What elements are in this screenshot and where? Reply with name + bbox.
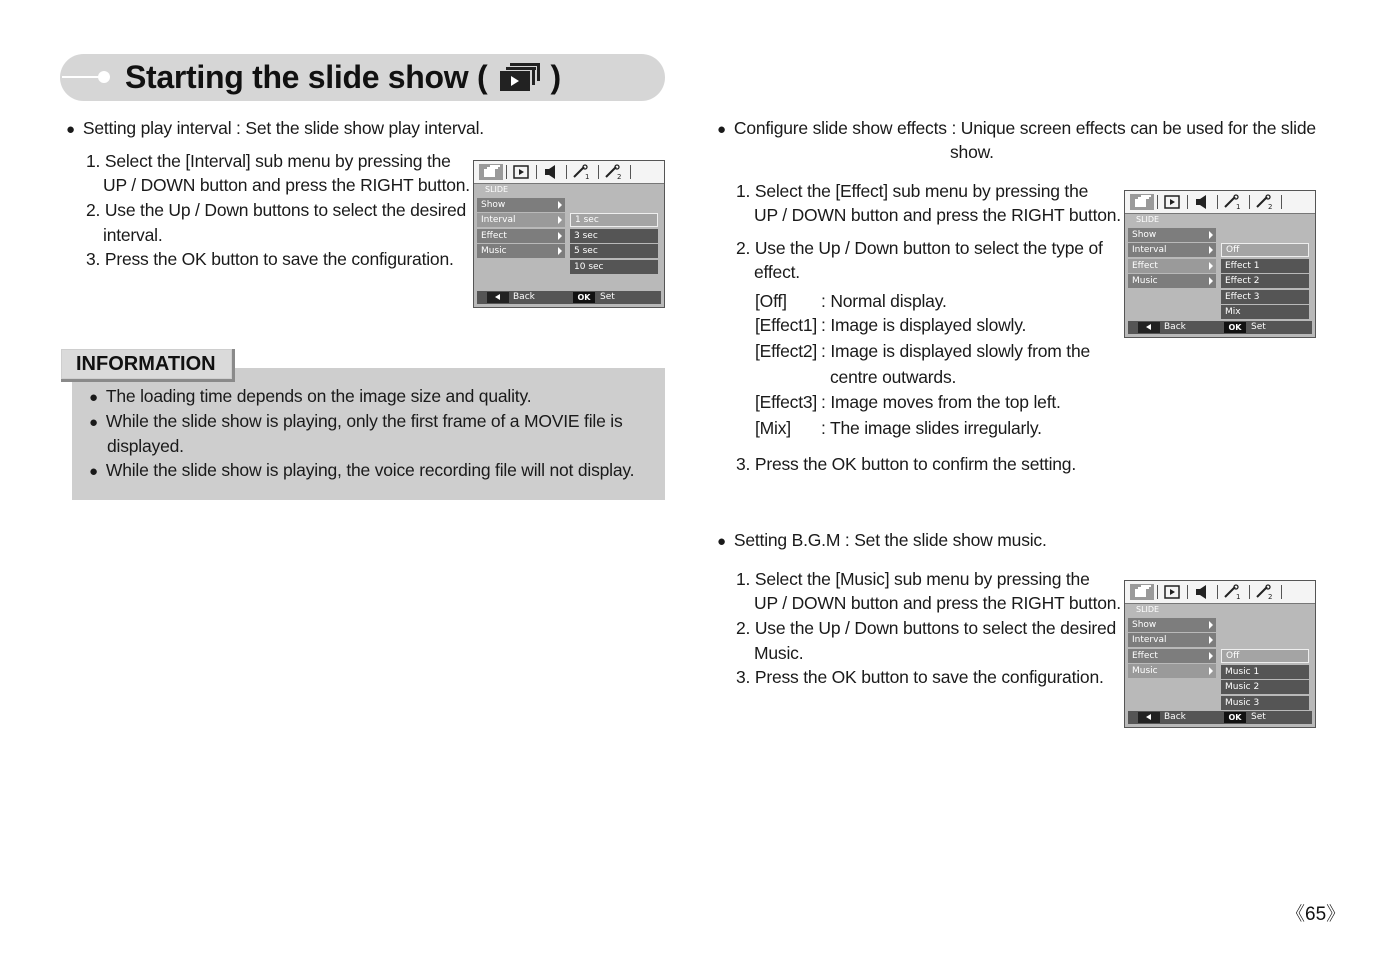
bullet-icon: ● bbox=[89, 463, 98, 480]
bgm-step: Music. bbox=[754, 643, 804, 663]
slide-label: SLIDE bbox=[1136, 215, 1160, 224]
back-label: Back bbox=[1164, 322, 1186, 332]
effects-step: UP / DOWN button and press the RIGHT button. bbox=[754, 205, 1121, 225]
slide-show-icon bbox=[1129, 193, 1155, 211]
effects-step: 2. Use the Up / Down button to select the type of bbox=[736, 238, 1103, 258]
bullet-icon: ● bbox=[66, 121, 75, 138]
title-decoration-line bbox=[62, 76, 102, 78]
setup2-icon bbox=[1251, 583, 1277, 601]
speaker-icon bbox=[1189, 583, 1215, 601]
set-label: Set bbox=[600, 292, 615, 302]
menu-item-effect[interactable]: Effect bbox=[477, 229, 565, 243]
option-item[interactable]: Mix bbox=[1221, 305, 1309, 319]
menu-item-music[interactable]: Music bbox=[477, 244, 565, 258]
information-heading: INFORMATION bbox=[76, 353, 216, 375]
effect-key: [Effect2] bbox=[755, 341, 818, 361]
ok-button[interactable]: OK bbox=[573, 292, 595, 303]
svg-text:1: 1 bbox=[585, 173, 590, 181]
slide-label: SLIDE bbox=[1136, 605, 1160, 614]
menu-bottom-bar bbox=[1128, 711, 1312, 724]
bgm-step: UP / DOWN button and press the RIGHT button. bbox=[754, 593, 1121, 613]
bullet-icon: ● bbox=[717, 121, 726, 138]
interval-step: interval. bbox=[103, 225, 163, 245]
setup1-icon bbox=[568, 163, 594, 181]
option-item[interactable]: 3 sec bbox=[570, 229, 658, 243]
effect-desc: : Image is displayed slowly from the bbox=[821, 341, 1091, 361]
effect-desc: : The image slides irregularly. bbox=[821, 418, 1042, 438]
option-item[interactable]: Effect 3 bbox=[1221, 290, 1309, 304]
option-item[interactable]: Music 1 bbox=[1221, 665, 1309, 679]
menu-item-interval[interactable]: Interval bbox=[1128, 243, 1216, 257]
setup1-icon bbox=[1219, 583, 1245, 601]
bgm-step: 2. Use the Up / Down buttons to select the desired bbox=[736, 618, 1117, 638]
slide-show-icon bbox=[1129, 583, 1155, 601]
option-item[interactable]: Music 3 bbox=[1221, 696, 1309, 710]
option-item[interactable]: Music 2 bbox=[1221, 680, 1309, 694]
back-label: Back bbox=[513, 292, 535, 302]
set-label: Set bbox=[1251, 322, 1266, 332]
page-title: Starting the slide show ( ) bbox=[125, 59, 561, 95]
effect-desc-continued: centre outwards. bbox=[830, 367, 957, 387]
back-button[interactable] bbox=[1138, 322, 1160, 333]
interval-menu-panel bbox=[473, 160, 665, 308]
ok-button[interactable]: OK bbox=[1224, 322, 1246, 333]
music-menu-panel bbox=[1124, 580, 1316, 728]
bullet-icon: ● bbox=[89, 389, 98, 406]
svg-text:1: 1 bbox=[1236, 203, 1241, 211]
back-label: Back bbox=[1164, 712, 1186, 722]
setup1-icon bbox=[1219, 193, 1245, 211]
page-number: 《65》 bbox=[1286, 904, 1346, 925]
speaker-icon bbox=[1189, 193, 1215, 211]
option-item[interactable]: Effect 2 bbox=[1221, 274, 1309, 288]
effects-step: 3. Press the OK button to confirm the setting. bbox=[736, 454, 1077, 474]
svg-text:1: 1 bbox=[1236, 593, 1241, 601]
svg-text:2: 2 bbox=[1268, 203, 1273, 211]
slide-show-icon bbox=[478, 163, 504, 181]
menu-bottom-bar bbox=[1128, 321, 1312, 334]
option-item[interactable]: Off bbox=[1221, 649, 1309, 663]
menu-item-interval[interactable]: Interval bbox=[477, 213, 565, 227]
menu-item-effect[interactable]: Effect bbox=[1128, 649, 1216, 663]
menu-icon-bar bbox=[1125, 581, 1315, 604]
effect-key: [Off] bbox=[755, 291, 787, 311]
information-item-continued: displayed. bbox=[107, 436, 184, 456]
speaker-icon bbox=[538, 163, 564, 181]
option-item[interactable]: 5 sec bbox=[570, 244, 658, 258]
bullet-icon: ● bbox=[717, 533, 726, 550]
option-item[interactable]: Effect 1 bbox=[1221, 259, 1309, 273]
effect-key: [Mix] bbox=[755, 418, 791, 438]
effect-desc: : Image moves from the top left. bbox=[821, 392, 1061, 412]
interval-intro: ● Setting play interval : Set the slide show play interval. bbox=[66, 118, 484, 138]
effects-intro-continued: show. bbox=[950, 142, 994, 162]
menu-item-effect[interactable]: Effect bbox=[1128, 259, 1216, 273]
play-icon bbox=[1159, 193, 1185, 211]
menu-item-music[interactable]: Music bbox=[1128, 274, 1216, 288]
option-item[interactable]: 1 sec bbox=[570, 213, 658, 227]
back-button[interactable] bbox=[487, 292, 509, 303]
slide-show-icon bbox=[496, 61, 542, 93]
play-icon bbox=[508, 163, 534, 181]
title-decoration-dot bbox=[98, 71, 110, 83]
menu-bottom-bar bbox=[477, 291, 661, 304]
information-item: ● The loading time depends on the image size and quality. bbox=[89, 386, 532, 406]
menu-icon-bar bbox=[1125, 191, 1315, 214]
setup2-icon bbox=[1251, 193, 1277, 211]
interval-step: 2. Use the Up / Down buttons to select the desired bbox=[86, 200, 467, 220]
back-button[interactable] bbox=[1138, 712, 1160, 723]
bgm-step: 3. Press the OK button to save the configuration. bbox=[736, 667, 1104, 687]
information-item: ● While the slide show is playing, only the first frame of a MOVIE file is bbox=[89, 411, 623, 431]
information-item: ● While the slide show is playing, the voice recording file will not display. bbox=[89, 460, 635, 480]
menu-icon-bar bbox=[474, 161, 664, 184]
menu-item-music[interactable]: Music bbox=[1128, 664, 1216, 678]
interval-step: 3. Press the OK button to save the configuration. bbox=[86, 249, 454, 269]
menu-item-show[interactable]: Show bbox=[1128, 618, 1216, 632]
menu-item-show[interactable]: Show bbox=[477, 198, 565, 212]
ok-button[interactable]: OK bbox=[1224, 712, 1246, 723]
play-icon bbox=[1159, 583, 1185, 601]
svg-text:2: 2 bbox=[1268, 593, 1273, 601]
effects-step: effect. bbox=[754, 262, 800, 282]
slide-label: SLIDE bbox=[485, 185, 509, 194]
setup2-icon bbox=[600, 163, 626, 181]
effect-desc: : Image is displayed slowly. bbox=[821, 315, 1027, 335]
option-item[interactable]: Off bbox=[1221, 243, 1309, 257]
effect-menu-panel bbox=[1124, 190, 1316, 338]
bullet-icon: ● bbox=[89, 414, 98, 431]
effects-intro: ● Configure slide show effects : Unique screen effects can be used for the slide bbox=[717, 118, 1316, 138]
bgm-step: 1. Select the [Music] sub menu by pressing the bbox=[736, 569, 1090, 589]
set-label: Set bbox=[1251, 712, 1266, 722]
interval-step: UP / DOWN button and press the RIGHT button. bbox=[103, 175, 470, 195]
menu-item-interval[interactable]: Interval bbox=[1128, 633, 1216, 647]
menu-item-show[interactable]: Show bbox=[1128, 228, 1216, 242]
effects-step: 1. Select the [Effect] sub menu by pressing the bbox=[736, 181, 1089, 201]
option-item[interactable]: 10 sec bbox=[570, 260, 658, 274]
effect-desc: : Normal display. bbox=[821, 291, 947, 311]
svg-text:2: 2 bbox=[617, 173, 622, 181]
bgm-intro: ● Setting B.G.M : Set the slide show music. bbox=[717, 530, 1047, 550]
interval-step: 1. Select the [Interval] sub menu by pressing the bbox=[86, 151, 451, 171]
effect-key: [Effect3] bbox=[755, 392, 818, 412]
effect-key: [Effect1] bbox=[755, 315, 818, 335]
